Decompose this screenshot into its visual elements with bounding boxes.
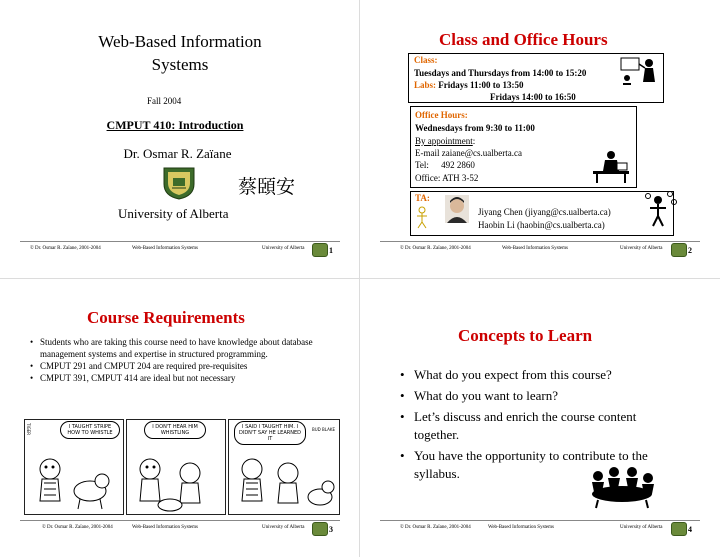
footer-course: Web-Based Information Systems [488, 525, 554, 530]
class-time: Tuesdays and Thursdays from 14:00 to 15:20 [414, 68, 587, 78]
term-text: Fall 2004 [147, 96, 182, 106]
concept-item: • Let’s discuss and enrich the course content together. [400, 408, 662, 444]
page-number: 1 [329, 246, 333, 255]
comic-sign: TIGER [26, 423, 31, 436]
footer-crest-icon [671, 522, 687, 536]
person-outline-icon [415, 206, 429, 230]
slide-1-title-line2: Systems [151, 55, 209, 74]
meeting-icon [584, 462, 660, 510]
speech-bubble-1: I TAUGHT STRIPE HOW TO WHISTLE [60, 421, 120, 439]
footer-copyright: © Dr. Osmar R. Zaïane, 2001-2004 [42, 525, 113, 530]
page-number: 4 [688, 525, 692, 534]
slide-2 [360, 0, 720, 278]
footer-university: University of Alberta [262, 246, 305, 251]
university-name: University of Alberta [118, 206, 229, 221]
instructor-name: Dr. Osmar R. Zaïane [123, 146, 232, 161]
footer-course: Web-Based Information Systems [132, 525, 198, 530]
labs-time-2: Fridays 14:00 to 16:50 [490, 92, 576, 102]
slide-2-title: Class and Office Hours [439, 30, 608, 49]
concept-item: • What do you expect from this course? [400, 366, 662, 384]
slide-4-title: Concepts to Learn [458, 326, 593, 345]
slide-1 [0, 0, 360, 278]
page-number: 2 [688, 246, 692, 255]
slide-1-title-line1: Web-Based Information [98, 32, 262, 51]
juggler-icon [640, 188, 680, 228]
tel-number: 492 2860 [441, 160, 475, 170]
ta-label: TA: [415, 193, 430, 203]
slide-4-footer [360, 523, 720, 537]
labs-time-1: Fridays 11:00 to 13:50 [438, 80, 524, 90]
slide-1-footer [0, 244, 360, 258]
concept-item: • What do you want to learn? [400, 387, 662, 405]
footer-university: University of Alberta [262, 525, 305, 530]
footer-course: Web-Based Information Systems [502, 246, 568, 251]
class-box [408, 53, 664, 103]
footer-crest-icon [312, 243, 328, 257]
university-crest-icon [160, 166, 198, 200]
class-label: Class: [414, 55, 438, 65]
footer-copyright: © Dr. Osmar R. Zaïane, 2001-2004 [30, 246, 101, 251]
footer-crest-icon [671, 243, 687, 257]
tel-label: Tel: [415, 160, 429, 170]
slide-2-footer [360, 244, 720, 258]
appointment-colon: : [472, 136, 476, 146]
labs-label: Labs: [414, 80, 437, 90]
appointment-text: By appointment [415, 136, 473, 146]
ta-2: Haobin Li (haobin@cs.ualberta.ca) [478, 220, 605, 230]
office-hours-label: Office Hours: [415, 110, 468, 120]
comic-strip [20, 413, 340, 517]
office-hours-box [410, 106, 637, 188]
footer-crest-icon [312, 522, 328, 536]
requirement-item: • CMPUT 291 and CMPUT 204 are required pre-requisites [30, 360, 322, 372]
ta-box [410, 191, 674, 236]
concept-item: • You have the opportunity to contribute to the syllabus. [400, 447, 662, 483]
speech-bubble-2: I DON'T HEAR HIM WHISTLING [144, 421, 206, 439]
requirement-item: • CMPUT 391, CMPUT 414 are ideal but not necessary [30, 372, 322, 384]
footer-copyright: © Dr. Osmar R. Zaïane, 2001-2004 [400, 525, 471, 530]
course-title: CMPUT 410: Introduction [106, 118, 244, 132]
office-room: Office: ATH 3-52 [415, 173, 479, 183]
comic-drawing [20, 413, 340, 517]
footer-university: University of Alberta [620, 246, 663, 251]
desk-worker-icon [591, 149, 631, 185]
email-text: E-mail zaiane@cs.ualberta.ca [415, 148, 522, 158]
slide-3-title: Course Requirements [87, 308, 245, 327]
ta-photo [445, 195, 469, 223]
office-hours-time: Wednesdays from 9:30 to 11:00 [415, 123, 535, 133]
ta-1: Jiyang Chen (jiyang@cs.ualberta.ca) [478, 207, 611, 217]
footer-course: Web-Based Information Systems [132, 246, 198, 251]
slide-3 [0, 279, 360, 557]
requirement-item: • Students who are taking this course need to have knowledge about database management systems and expertise in structured programming. [30, 336, 322, 360]
chinese-name: 蔡頣安 [238, 176, 296, 198]
lecture-icon [617, 56, 663, 86]
footer-copyright: © Dr. Osmar R. Zaïane, 2001-2004 [400, 246, 471, 251]
speech-bubble-3: I SAID I TAUGHT HIM. I DIDN'T SAY HE LEARNED IT [234, 421, 306, 445]
comic-signature: BUD BLAKE [312, 427, 335, 432]
requirements-list [30, 336, 322, 384]
slide-3-footer [0, 523, 360, 537]
slide-4 [360, 279, 720, 557]
page-number: 3 [329, 525, 333, 534]
footer-university: University of Alberta [620, 525, 663, 530]
